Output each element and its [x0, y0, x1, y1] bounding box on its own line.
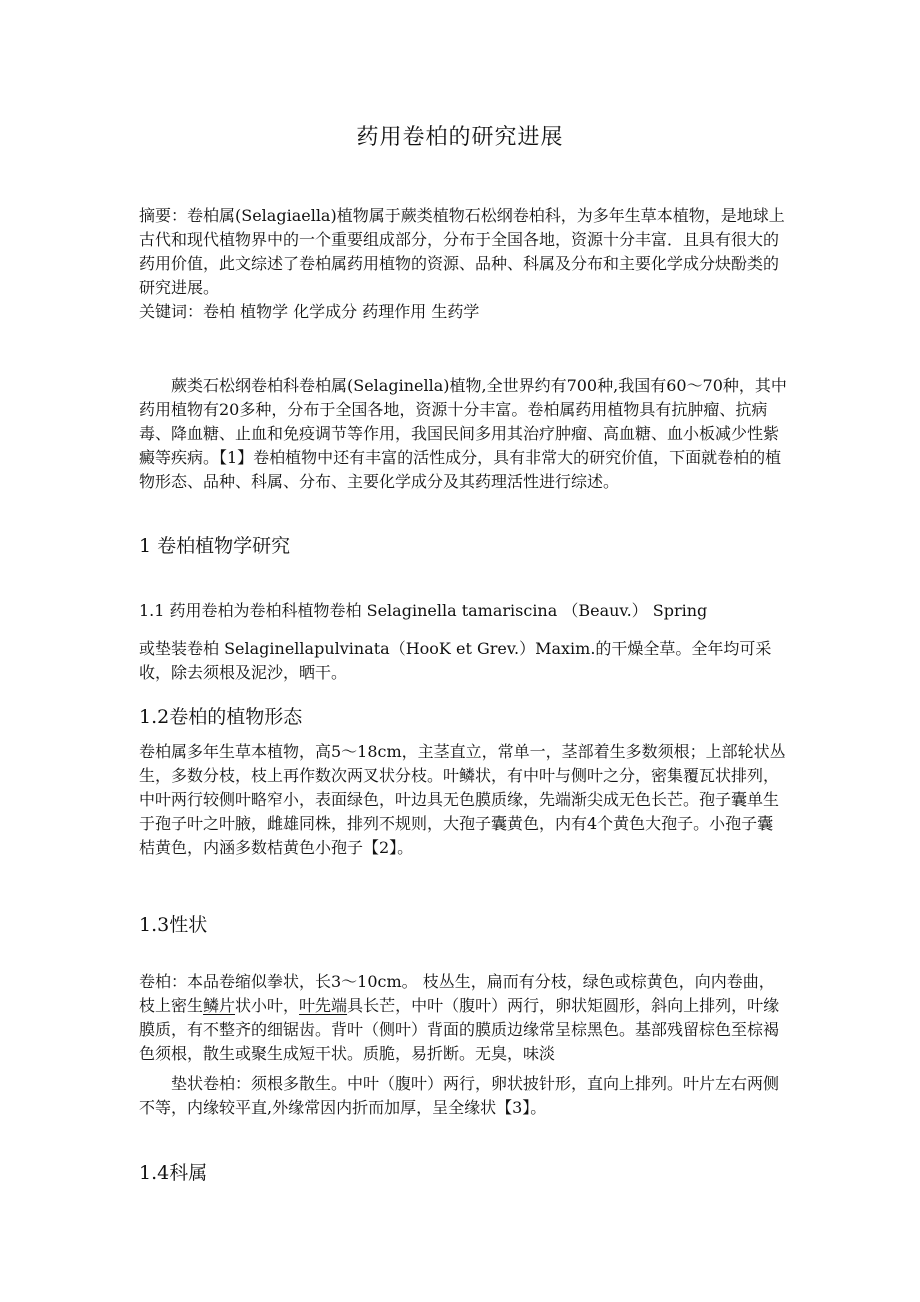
morphology-paragraph: 卷柏属多年生草本植物，高5～18cm，主茎直立，常单一，茎部着生多数须根；上部轮状丛生，多数分枝，枝上再作数次两叉状分枝。叶鳞状，有中叶与侧叶之分，密集覆瓦状排列，中叶两行较侧叶略窄小，表面绿色，叶边具无色膜质缘，先端渐尖成无色长芒。孢子囊单生于孢子叶之叶腋，雌雄同株，排列不规则，大孢子囊黄色，内有4个黄色大孢子。小孢子囊桔黄色，内涵多数桔黄色小孢子【2】。 [139, 742, 786, 857]
keywords-line: 关键词：卷柏 植物学 化学成分 药理作用 生药学 [139, 302, 480, 321]
document-title: 药用卷柏的研究进展 [356, 125, 564, 150]
introduction-section [139, 374, 789, 494]
abstract-paragraph: 摘要：卷柏属(Selagiaella)植物属于蕨类植物石松纲卷柏科，为多年生草本植物，是地球上古代和现代植物界中的一个重要组成部分，分布于全国各地，资源十分丰富．且具有很大的药用价值，此文综述了卷柏属药用植物的资源、品种、科属及分布和主要化学成分炔酚类的研究进展。 [139, 206, 785, 297]
section-1-4-heading: 1.4科属 [139, 1162, 208, 1184]
section-1-1-body: 或垫装卷柏 Selaginellapulvinata（HooK et Grev.）Maxim.的干燥全草。全年均可采收，除去须根及泥沙，晒干。 [139, 639, 772, 682]
characteristics-paragraph-juanbai [139, 970, 789, 1066]
text-run: 卷柏：本品卷缩似拳状，长3～10cm。 枝丛生，扁而有分枝，绿色或棕黄色，向内卷曲，枝上密生 [139, 972, 775, 1015]
section-1-1 [139, 599, 789, 685]
text-run: 具长芒，中叶（腹叶）两行，卵状矩圆形，斜向上排列，叶缘膜质，有不整齐的细锯齿。背叶（侧叶）背面的膜质边缘常呈棕黑色。基部残留棕色至棕褐色须根，散生或聚生成短干状。质脆，易折断。无臭，味淡 [139, 996, 780, 1063]
section-1-heading: 1 卷柏植物学研究 [139, 535, 291, 557]
section-1-2-heading: 1.2卷柏的植物形态 [139, 706, 303, 728]
section-1-1-first-line: 1.1 药用卷柏为卷柏科植物卷柏 Selaginella tamariscina （Beauv.） Spring [139, 601, 708, 620]
text-run: 状小叶， [235, 996, 300, 1015]
section-1-3-heading: 1.3性状 [139, 914, 208, 936]
section-1-2-body [139, 740, 789, 860]
abstract-section [139, 204, 789, 324]
characteristics-paragraph-pulvinata: 垫状卷柏：须根多散生。中叶（腹叶）两行，卵状披针形，直向上排列。叶片左右两侧不等，内缘较平直,外缘常因内折而加厚，呈全缘状【3】。 [139, 1074, 780, 1117]
underlined-term-leaf-tip: 叶先端 [299, 996, 348, 1015]
underlined-term-scales: 鳞片 [203, 996, 236, 1015]
section-1-3-body [139, 970, 789, 1120]
intro-paragraph: 蕨类石松纲卷柏科卷柏属(Selaginella)植物,全世界约有700种,我国有60～70种，其中药用植物有20多种，分布于全国各地，资源十分丰富。卷柏属药用植物具有抗肿瘤、抗病毒、降血糖、止血和免疫调节等作用，我国民间多用其治疗肿瘤、高血糖、血小板减少性紫癜等疾病。【1】卷柏植物中还有丰富的活性成分，具有非常大的研究价值，下面就卷柏的植物形态、品种、科属、分布、主要化学成分及其药理活性进行综述。 [139, 376, 787, 491]
